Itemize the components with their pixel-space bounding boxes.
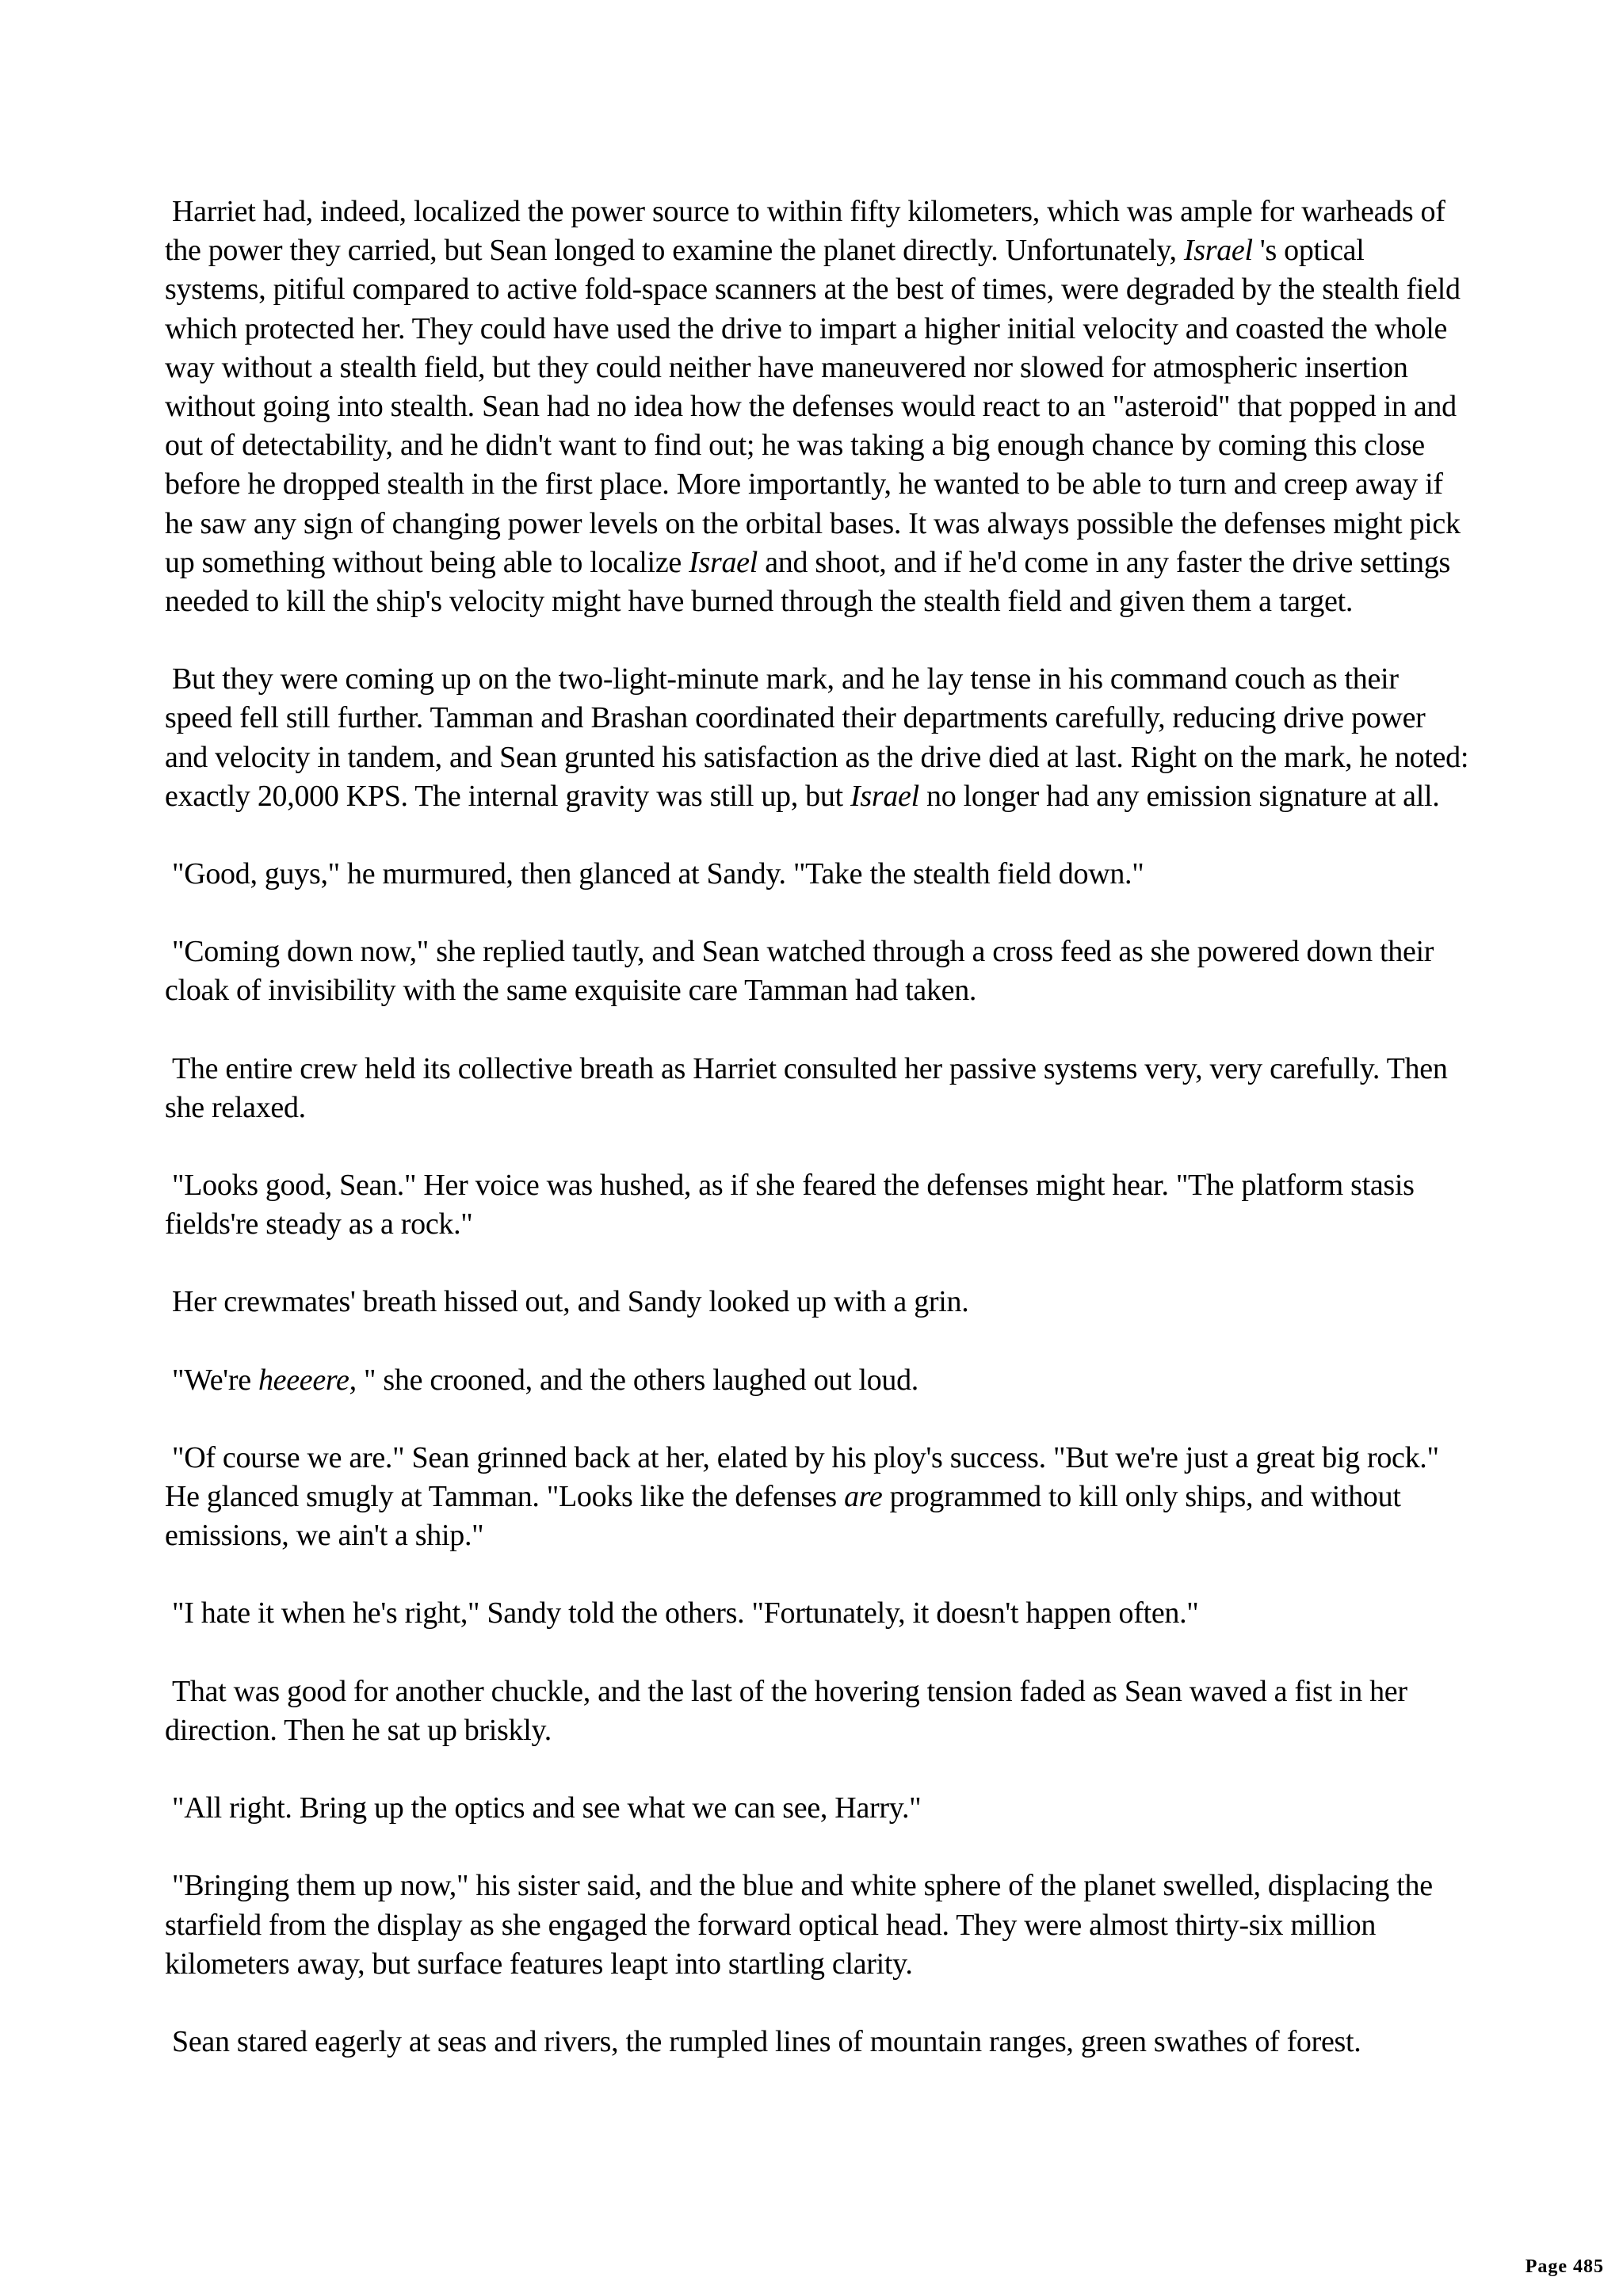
text-run: "All right. Bring up the optics and see what we can see, Harry." [172,1791,922,1825]
italic-text: heeeere, [258,1363,357,1397]
paragraph [165,1050,1472,1127]
paragraph [165,1672,1472,1750]
paragraph [165,1283,1472,1322]
text-run: That was good for another chuckle, and the last of the hovering tension faded as Sean waved a fist in her direction. Then he sat up briskly. [165,1674,1407,1747]
text-run: programmed to kill only ships, and without emissions, we ain't a ship." [165,1480,1401,1553]
text-run: and shoot, and if he'd come in any faster the drive settings needed to kill the ship's velocity might have burned through the stealth field and given them a target. [165,545,1450,619]
text-run: no longer had any emission signature at all. [918,779,1440,813]
italic-text: Israel [1183,234,1253,268]
paragraph [165,193,1472,621]
paragraph [165,1166,1472,1244]
text-run: "I hate it when he's right," Sandy told the others. "Fortunately, it doesn't happen often." [172,1596,1199,1630]
text-run: Her crewmates' breath hissed out, and Sandy looked up with a grin. [172,1285,969,1319]
text-run: The entire crew held its collective breath as Harriet consulted her passive systems very, very carefully. Then she relaxed. [165,1051,1448,1124]
text-run: 's optical systems, pitiful compared to active fold-space scanners at the best of times, were degraded by the stealth field which protected her. They could have used the drive to impart a higher initial velocity and coasted the whole way without a stealth field, but they could neither have maneuvered nor slowed for atmospheric insertion without going into stealth. Sean had no idea how the defenses would react to an "asteroid" that popped in and out of detectability, and he didn't want to find out; he was taking a big enough chance by coming this close before he dropped stealth in the first place. More importantly, he wanted to be able to turn and creep away if he saw any sign of changing power levels on the orbital bases. It was always possible the defenses might pick up something without being able to localize [165,234,1461,579]
paragraph [165,855,1472,894]
paragraph [165,933,1472,1010]
paragraph [165,1361,1472,1400]
paragraph [165,1867,1472,1984]
text-run: "Good, guys," he murmured, then glanced at Sandy. "Take the stealth field down." [172,857,1144,891]
paragraph [165,1594,1472,1633]
italic-text: Israel [850,779,919,813]
paragraph [165,1439,1472,1556]
text-run: "Of course we are." Sean grinned back at her, elated by his ploy's success. "But we're just a great big rock." He glanced smugly at Tamman. "Looks like the defenses [165,1440,1439,1514]
text-run: But they were coming up on the two-light-minute mark, and he lay tense in his command couch as their speed fell still further. Tamman and Brashan coordinated their departments carefully, reducing drive power and velocity in tandem, and Sean grunted his satisfaction as the drive died at last. Right on the mark, he noted: exactly 20,000 KPS. The internal gravity was still up, but [165,662,1469,813]
text-run: Harriet had, indeed, localized the power source to within fifty kilometers, which was ample for warheads of the power they carried, but Sean longed to examine the planet directly. Unfortunately, [165,195,1445,268]
text-run: "We're [172,1363,258,1397]
text-run: " she crooned, and the others laughed out loud. [356,1363,918,1397]
italic-text: Israel [689,545,758,579]
paragraph [165,1789,1472,1828]
page-body-text [165,193,1472,2100]
paragraph [165,660,1472,816]
paragraph [165,2023,1472,2061]
text-run: "Coming down now," she replied tautly, and Sean watched through a cross feed as she powered down their cloak of invisibility with the same exquisite care Tamman had taken. [165,935,1434,1008]
text-run: Sean stared eagerly at seas and rivers, the rumpled lines of mountain ranges, green swathes of forest. [172,2024,1361,2058]
italic-text: are [844,1480,883,1514]
text-run: "Bringing them up now," his sister said, and the blue and white sphere of the planet swelled, displacing the starfield from the display as she engaged the forward optical head. They were almost thirty-six million kilometers away, but surface features leapt into startling clarity. [165,1869,1433,1981]
page-number: Page 485 [1525,2256,1604,2277]
text-run: "Looks good, Sean." Her voice was hushed, as if she feared the defenses might hear. "The platform stasis fields're steady as a rock." [165,1169,1415,1241]
